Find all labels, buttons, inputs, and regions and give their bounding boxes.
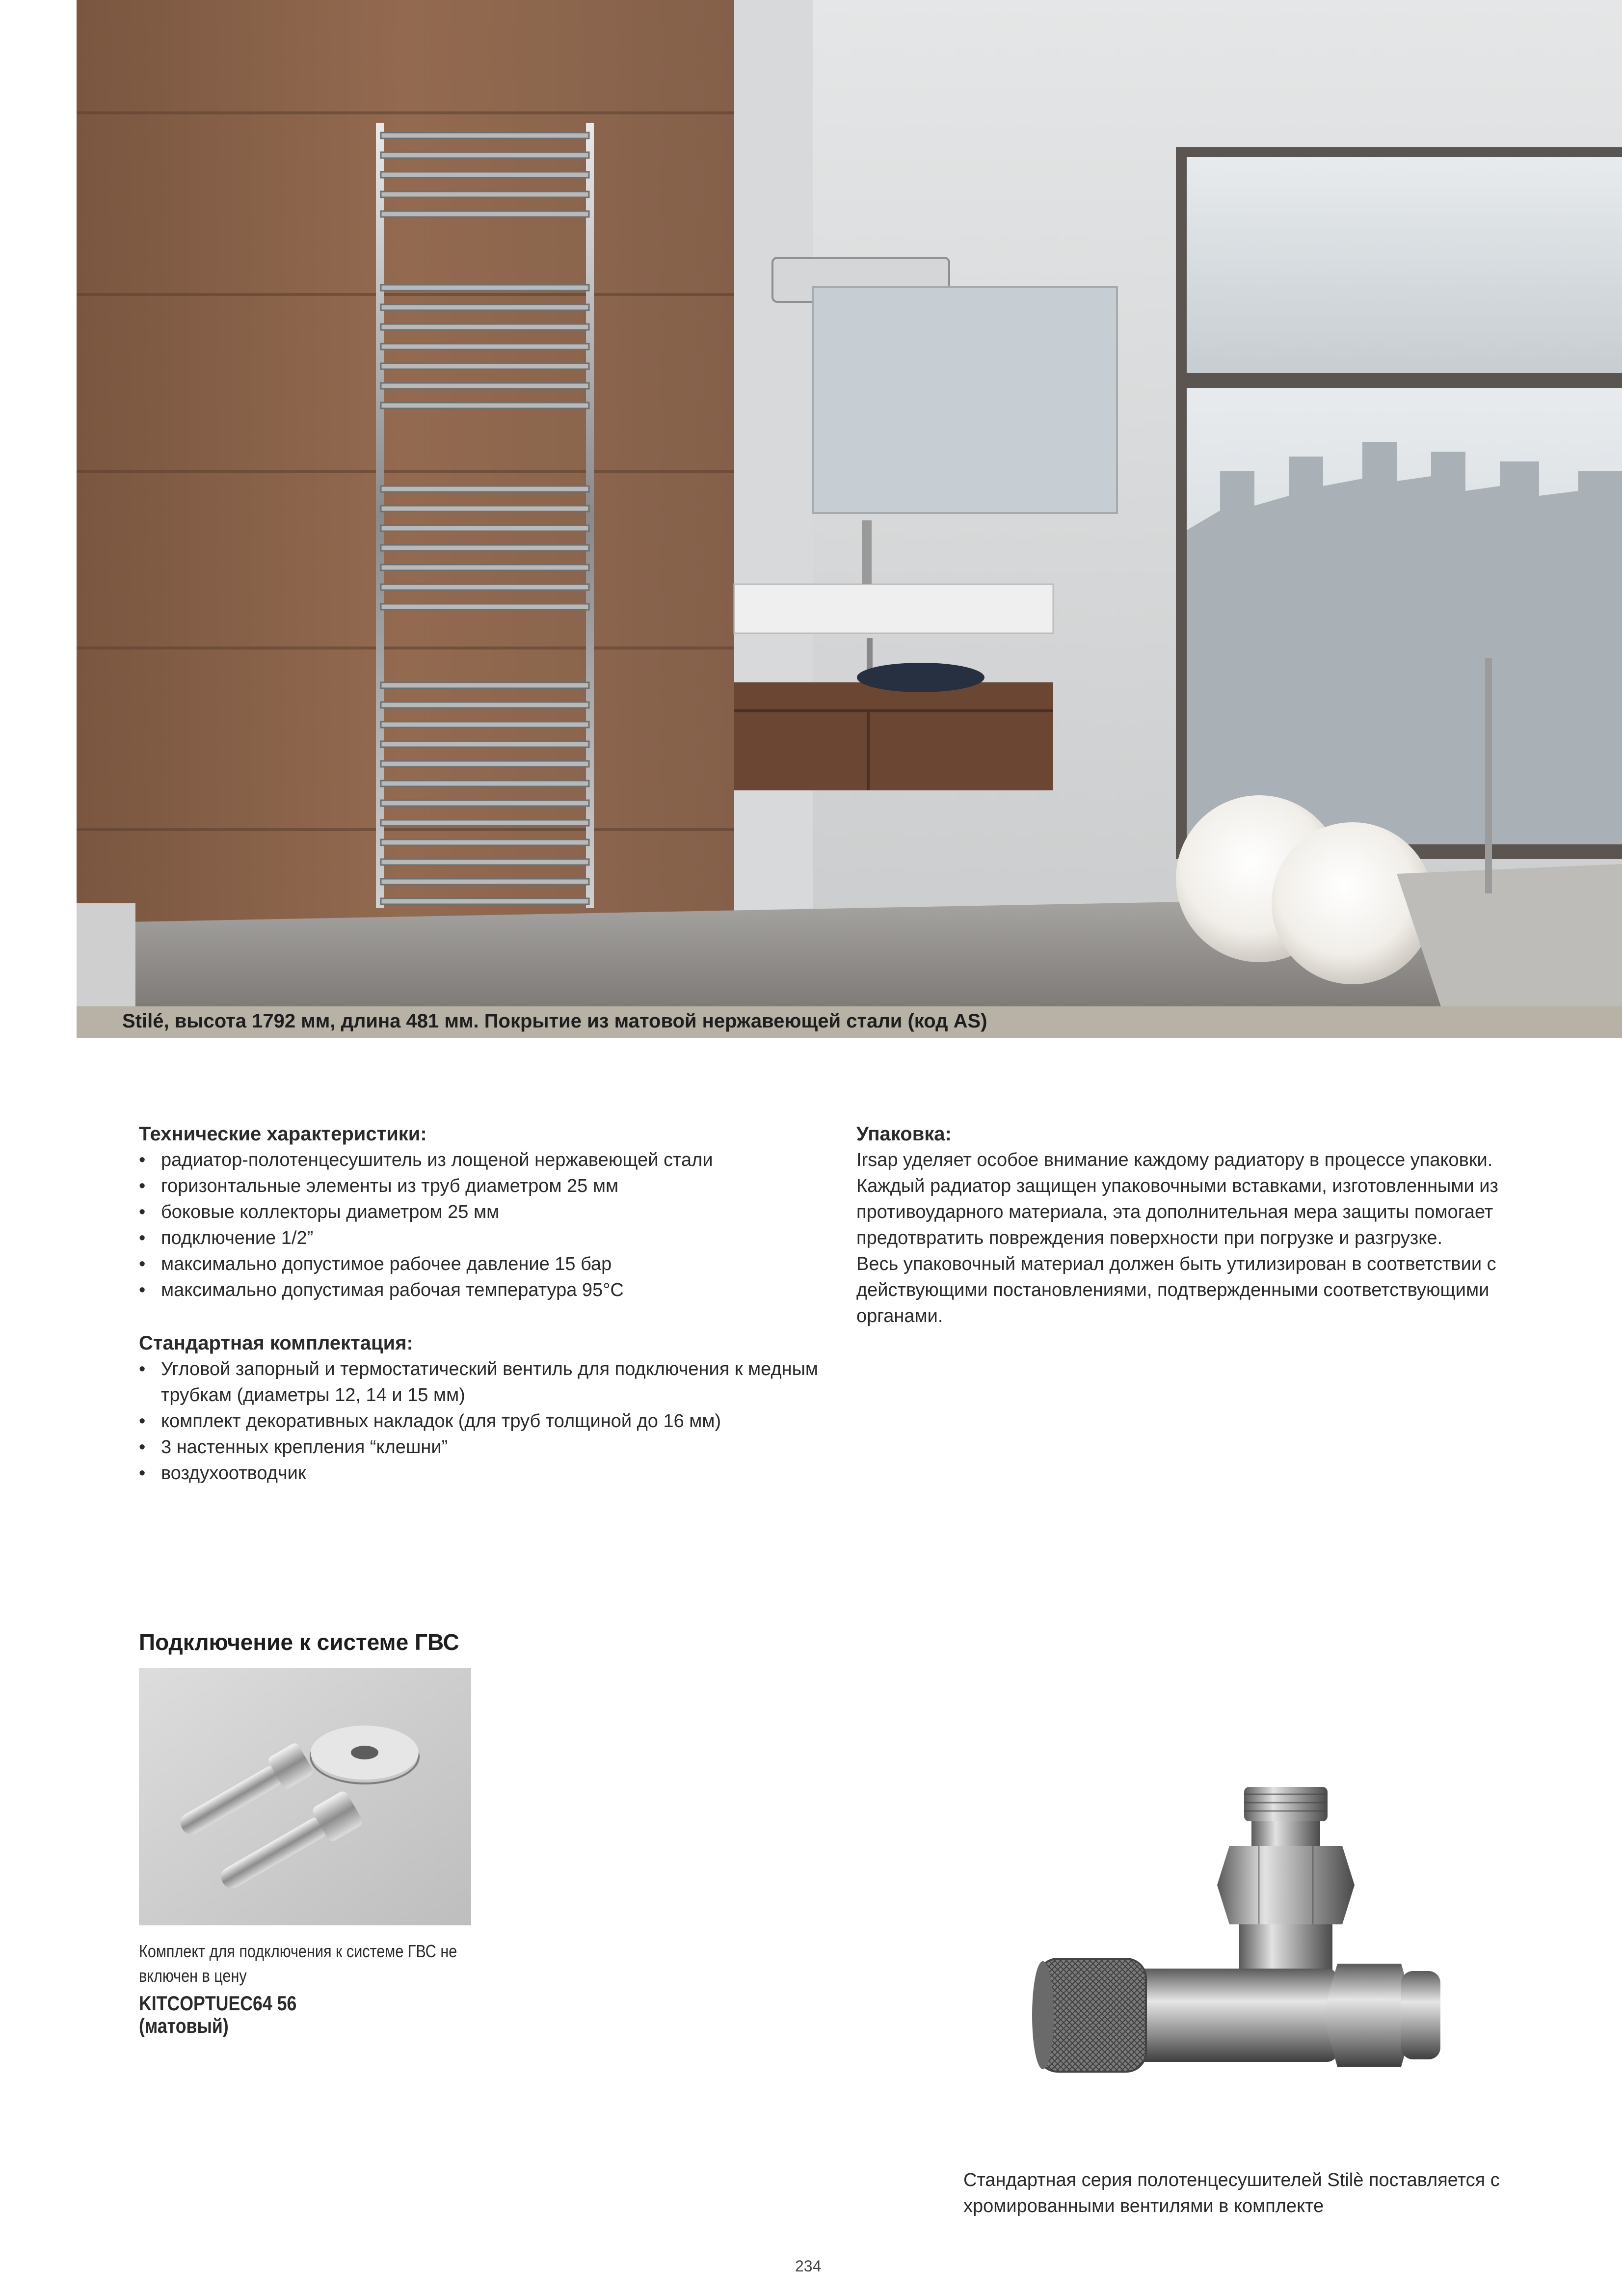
list-item: • комплект декоративных накладок (для труб толщиной до 16 мм) (139, 1408, 836, 1434)
specs-list (139, 1147, 836, 1303)
bathroom-scene-image (77, 0, 1622, 1006)
list-item: • радиатор-полотенцесушитель из лощеной нержавеющей стали (139, 1147, 836, 1173)
right-column (856, 1121, 1534, 1329)
kit-caption: Комплект для подключения к системе ГВС не включен в цену (139, 1941, 457, 1986)
list-item: • максимально допустимое рабочее давление 15 бар (139, 1251, 836, 1277)
standard-list (139, 1356, 836, 1486)
list-item: • Угловой запорный и термостатический вентиль для подключения к медным трубкам (диаметры 12, 14 и 15 мм) (139, 1356, 836, 1408)
connection-kit-photo (139, 1668, 471, 1925)
valve-caption: Стандартная серия полотенцесушителей Stilè поставляется с хромированными вентилями в комплекте (963, 2170, 1500, 2216)
kit-code (139, 1992, 296, 2037)
hero-photo (77, 0, 1622, 1006)
chrome-valve-image (1028, 1787, 1455, 2121)
valve-photo (1028, 1787, 1455, 2121)
hero-caption: Stilé, высота 1792 мм, длина 481 мм. Покрытие из матовой нержавеющей стали (код AS) (122, 1010, 987, 1032)
list-item: • 3 настенных крепления “клешни” (139, 1434, 836, 1460)
standard-title: Стандартная комплектация: (139, 1332, 413, 1354)
list-item: • боковые коллекторы диаметром 25 мм (139, 1199, 836, 1225)
list-item: • максимально допустимая рабочая температура 95°C (139, 1277, 836, 1303)
specs-title: Технические характеристики: (139, 1123, 427, 1145)
kit-code-number: KITCOPTUEC64 56 (139, 1992, 297, 2015)
hero-caption-bar (77, 1006, 1622, 1038)
left-column (139, 1121, 836, 1486)
spacer (139, 1303, 836, 1330)
connection-kit-image (139, 1668, 471, 1925)
page-number: 234 (795, 2257, 822, 2275)
packaging-text-2: Весь упаковочный материал должен быть утилизирован в соответствии с действующими постановлениями, подтвержденными соответствующими органами. (856, 1254, 1496, 1326)
list-item: • горизонтальные элементы из труб диаметром 25 мм (139, 1173, 836, 1199)
packaging-text-1: Irsap уделяет особое внимание каждому радиатору в процессе упаковки. Каждый радиатор защищен упаковочными вставками, изготовленными из противоударного материала, эта дополнительная мера защиты помогает предотвратить повреждения поверхности при погрузке и разгрузке. (856, 1150, 1498, 1248)
kit-code-finish: (матовый) (139, 2014, 229, 2037)
gvs-section-title: Подключение к системе ГВС (139, 1629, 459, 1655)
list-item: • воздухоотводчик (139, 1460, 836, 1486)
list-item: • подключение 1/2” (139, 1225, 836, 1251)
packaging-title: Упаковка: (856, 1123, 952, 1145)
